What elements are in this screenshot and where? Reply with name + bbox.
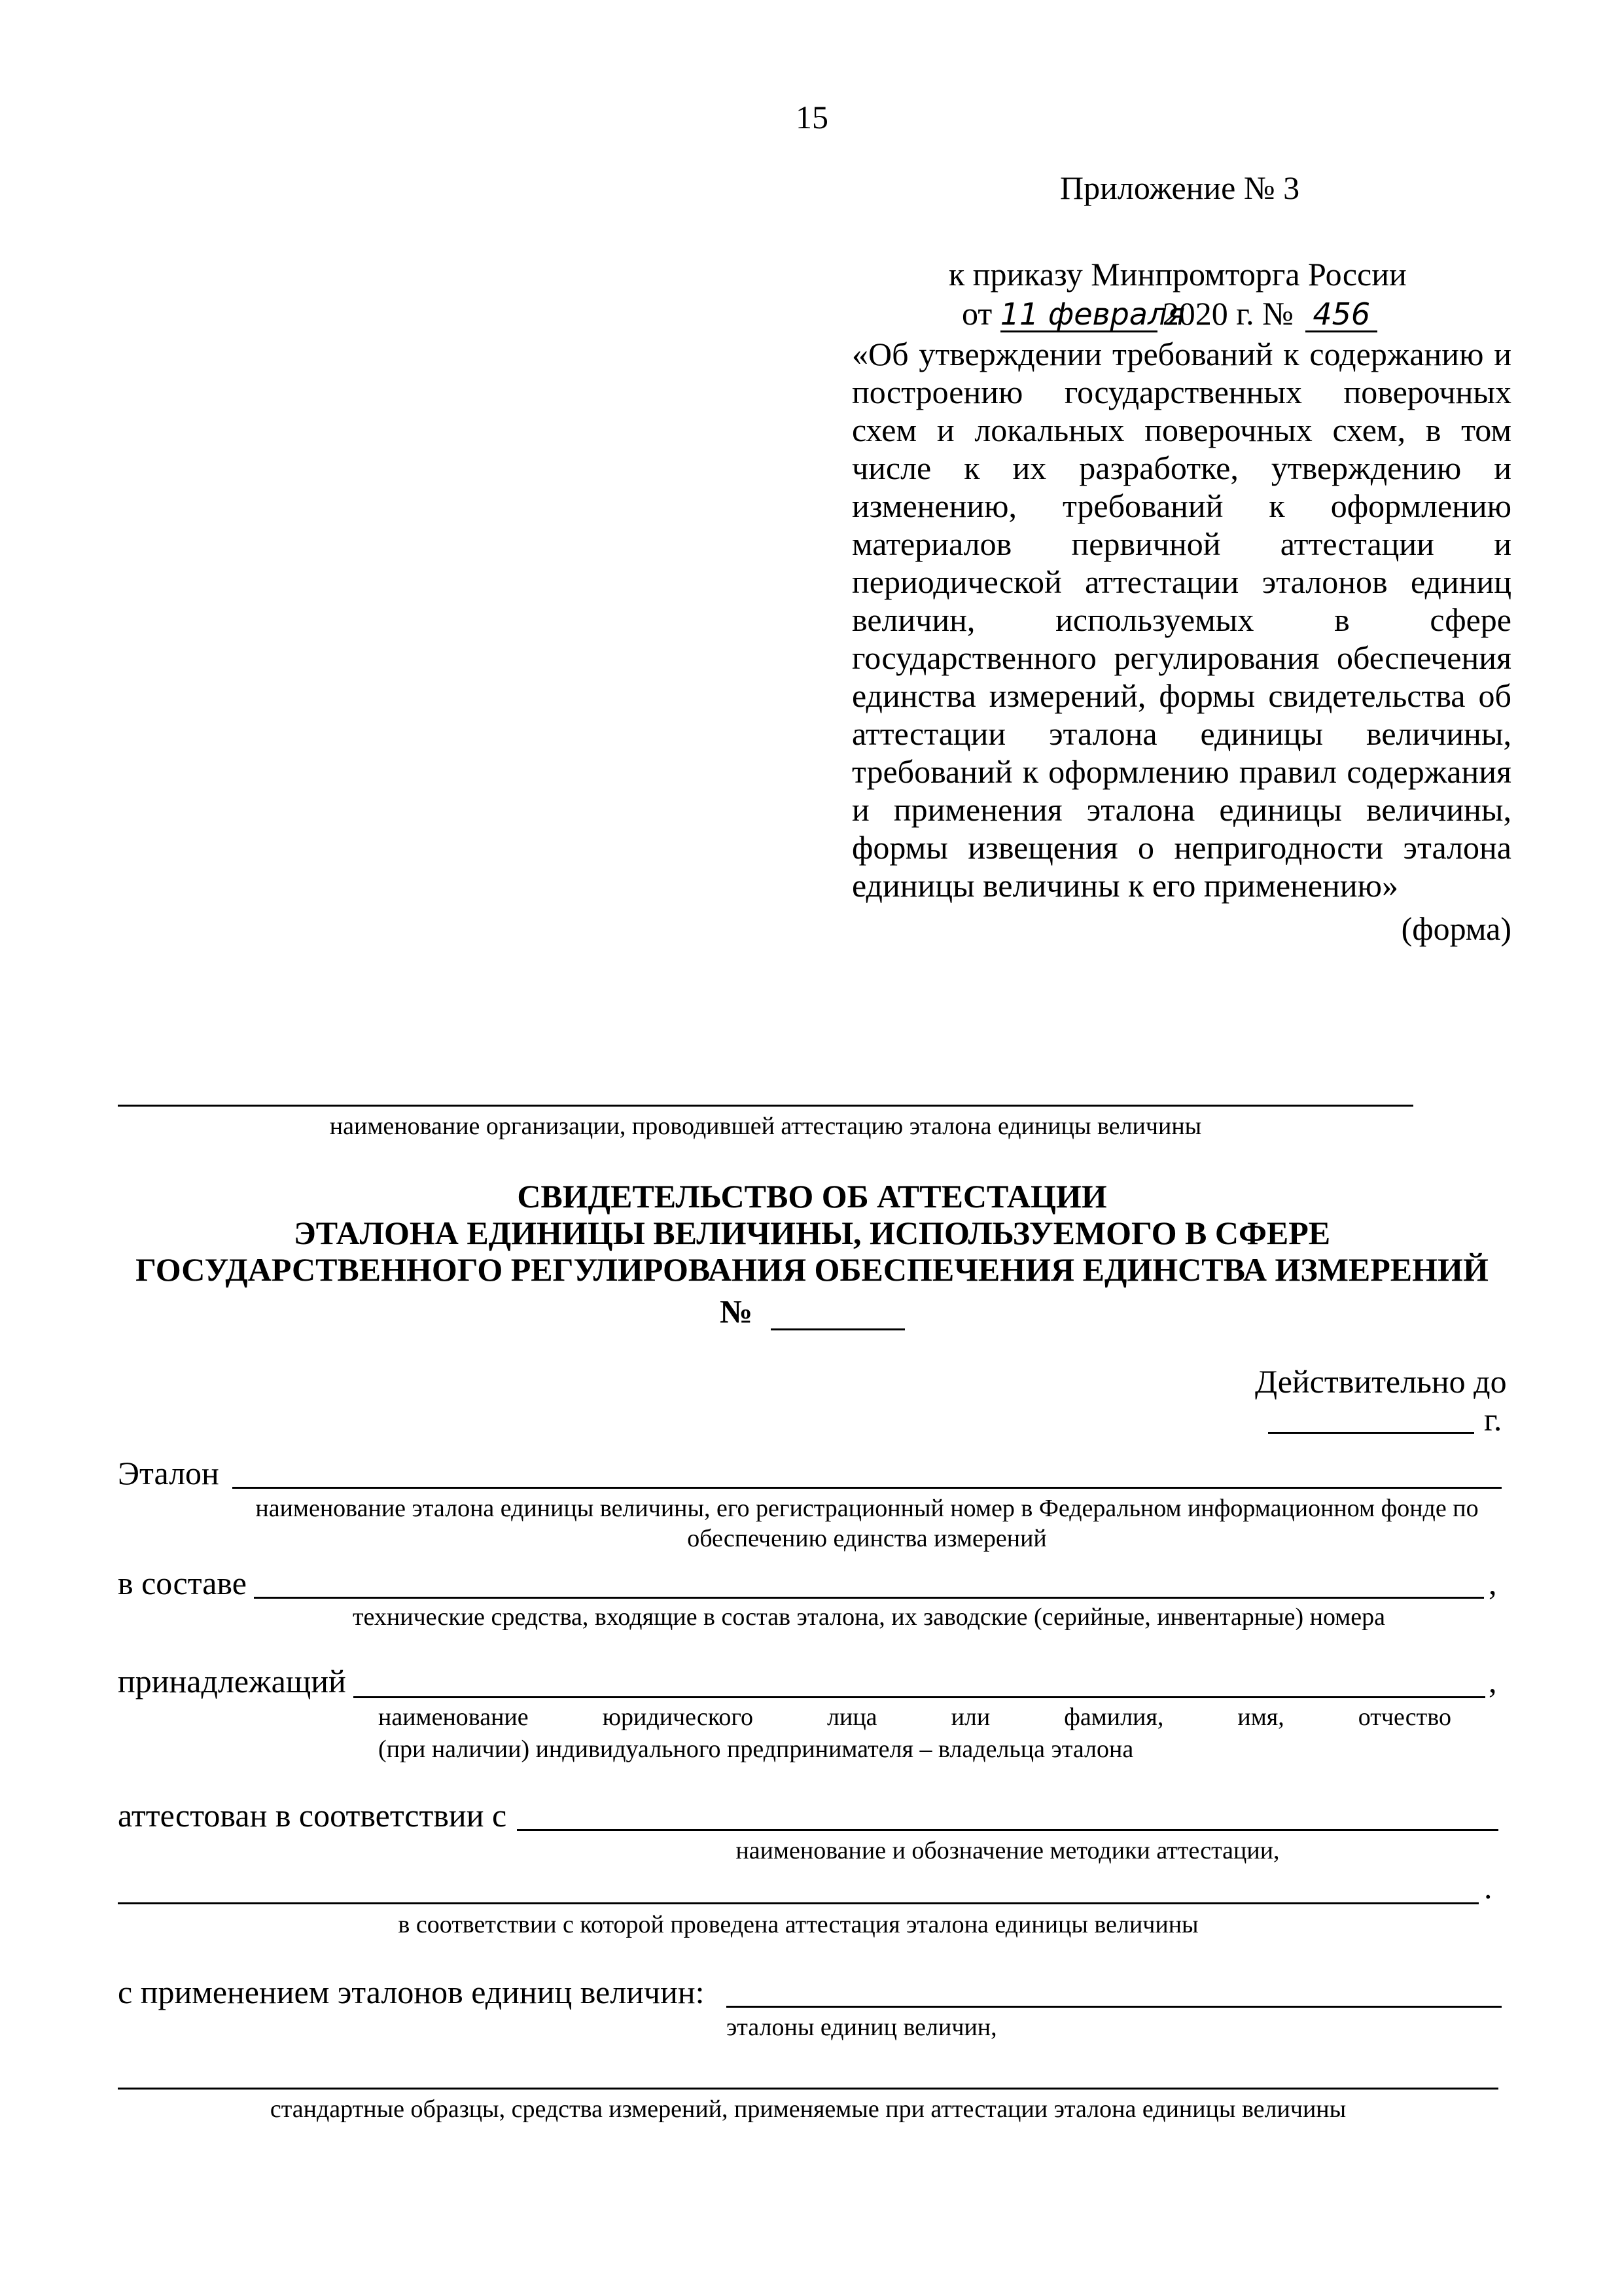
standards-caption-2: стандартные образцы, средства измерений, применяемые при аттестации эталона единицы величины bbox=[270, 2095, 1347, 2123]
etalon-caption: наименование эталона единицы величины, его регистрационный номер в Федеральном информационном фонде по обеспечению единства измерений bbox=[255, 1495, 1479, 1552]
owner-caption-line1 bbox=[378, 1703, 1451, 1732]
attested-label: аттестован в соответствии с bbox=[118, 1797, 507, 1834]
certificate-number-line bbox=[771, 1328, 905, 1330]
order-date-line bbox=[962, 294, 1377, 332]
owner-caption-word: лица bbox=[827, 1703, 877, 1731]
standards-label: с применением эталонов единиц величин: bbox=[118, 1974, 705, 2010]
attested-field-line bbox=[517, 1829, 1498, 1831]
handwritten-number: 456 bbox=[1305, 298, 1377, 332]
composition-label: в составе bbox=[118, 1565, 247, 1601]
order-year: 2020 г. № bbox=[1162, 295, 1294, 332]
certificate-number-label: № bbox=[720, 1293, 753, 1330]
composition-field-line bbox=[254, 1597, 1484, 1599]
organization-caption: наименование организации, проводившей аттестацию эталона единицы величины bbox=[329, 1112, 1202, 1140]
valid-until-date-line bbox=[1268, 1432, 1474, 1434]
owner-caption-word: фамилия, bbox=[1064, 1703, 1164, 1731]
owner-comma: , bbox=[1489, 1663, 1497, 1699]
method-caption: наименование и обозначение методики аттестации, bbox=[735, 1837, 1280, 1864]
standards-caption: эталоны единиц величин, bbox=[726, 2014, 997, 2041]
standards-field-line bbox=[726, 2006, 1502, 2008]
owner-label: принадлежащий bbox=[118, 1663, 346, 1699]
composition-comma: , bbox=[1489, 1565, 1497, 1601]
valid-until-year-suffix: г. bbox=[1484, 1401, 1502, 1438]
etalon-label: Эталон bbox=[118, 1455, 219, 1491]
owner-caption-word: юридического bbox=[602, 1703, 754, 1731]
standards-field-line-2 bbox=[118, 2088, 1498, 2090]
method-caption-2: в соответствии с которой проведена аттестация эталона единицы величины bbox=[398, 1911, 1199, 1938]
owner-caption-word: имя, bbox=[1237, 1703, 1284, 1731]
owner-caption-word: или bbox=[951, 1703, 991, 1731]
certificate-title-line1: СВИДЕТЕЛЬСТВО ОБ АТТЕСТАЦИИ bbox=[517, 1178, 1107, 1215]
method-period: . bbox=[1484, 1869, 1492, 1906]
method-field-line-2 bbox=[118, 1902, 1479, 1904]
form-label: (форма) bbox=[1401, 910, 1511, 947]
certificate-title-line2: ЭТАЛОНА ЕДИНИЦЫ ВЕЛИЧИНЫ, ИСПОЛЬЗУЕМОГО В СФЕРЕ bbox=[293, 1215, 1331, 1251]
order-title: «Об утверждении требований к содержанию и построению государственных поверочных схем и локальных поверочных схем, в том числе к их разработке, утверждению и изменению, требований к оформлению материалов первичной аттестации и периодической аттестации эталонов единиц величин, используемых в сфере государственного регулирования обеспечения единства измерений, формы свидетельства об аттестации эталона единицы величины, требований к оформлению правил содержания и применения эталона единицы величины, формы извещения о непригодности эталона единицы величины к его применению» bbox=[852, 336, 1511, 904]
appendix-title: Приложение № 3 bbox=[1060, 169, 1300, 206]
date-prefix: от bbox=[962, 295, 993, 332]
order-reference: к приказу Минпромторга России bbox=[949, 256, 1407, 293]
composition-caption: технические средства, входящие в состав эталона, их заводские (серийные, инвентарные) номера bbox=[352, 1603, 1386, 1631]
etalon-field-line bbox=[232, 1487, 1502, 1489]
certificate-title-line3: ГОСУДАРСТВЕННОГО РЕГУЛИРОВАНИЯ ОБЕСПЕЧЕНИЯ ЕДИНСТВА ИЗМЕРЕНИЙ bbox=[135, 1251, 1489, 1288]
page-number: 15 bbox=[796, 99, 828, 135]
owner-caption-word: наименование bbox=[378, 1703, 529, 1731]
owner-field-line bbox=[353, 1696, 1485, 1698]
owner-caption-line2: (при наличии) индивидуального предпринимателя – владельца эталона bbox=[378, 1735, 1134, 1763]
handwritten-date: 11 февраля bbox=[1000, 296, 1186, 332]
certificate-title bbox=[0, 1178, 1624, 1288]
organization-field-line bbox=[118, 1105, 1413, 1107]
valid-until-label: Действительно до bbox=[1255, 1363, 1507, 1400]
owner-caption-word: отчество bbox=[1358, 1703, 1451, 1731]
